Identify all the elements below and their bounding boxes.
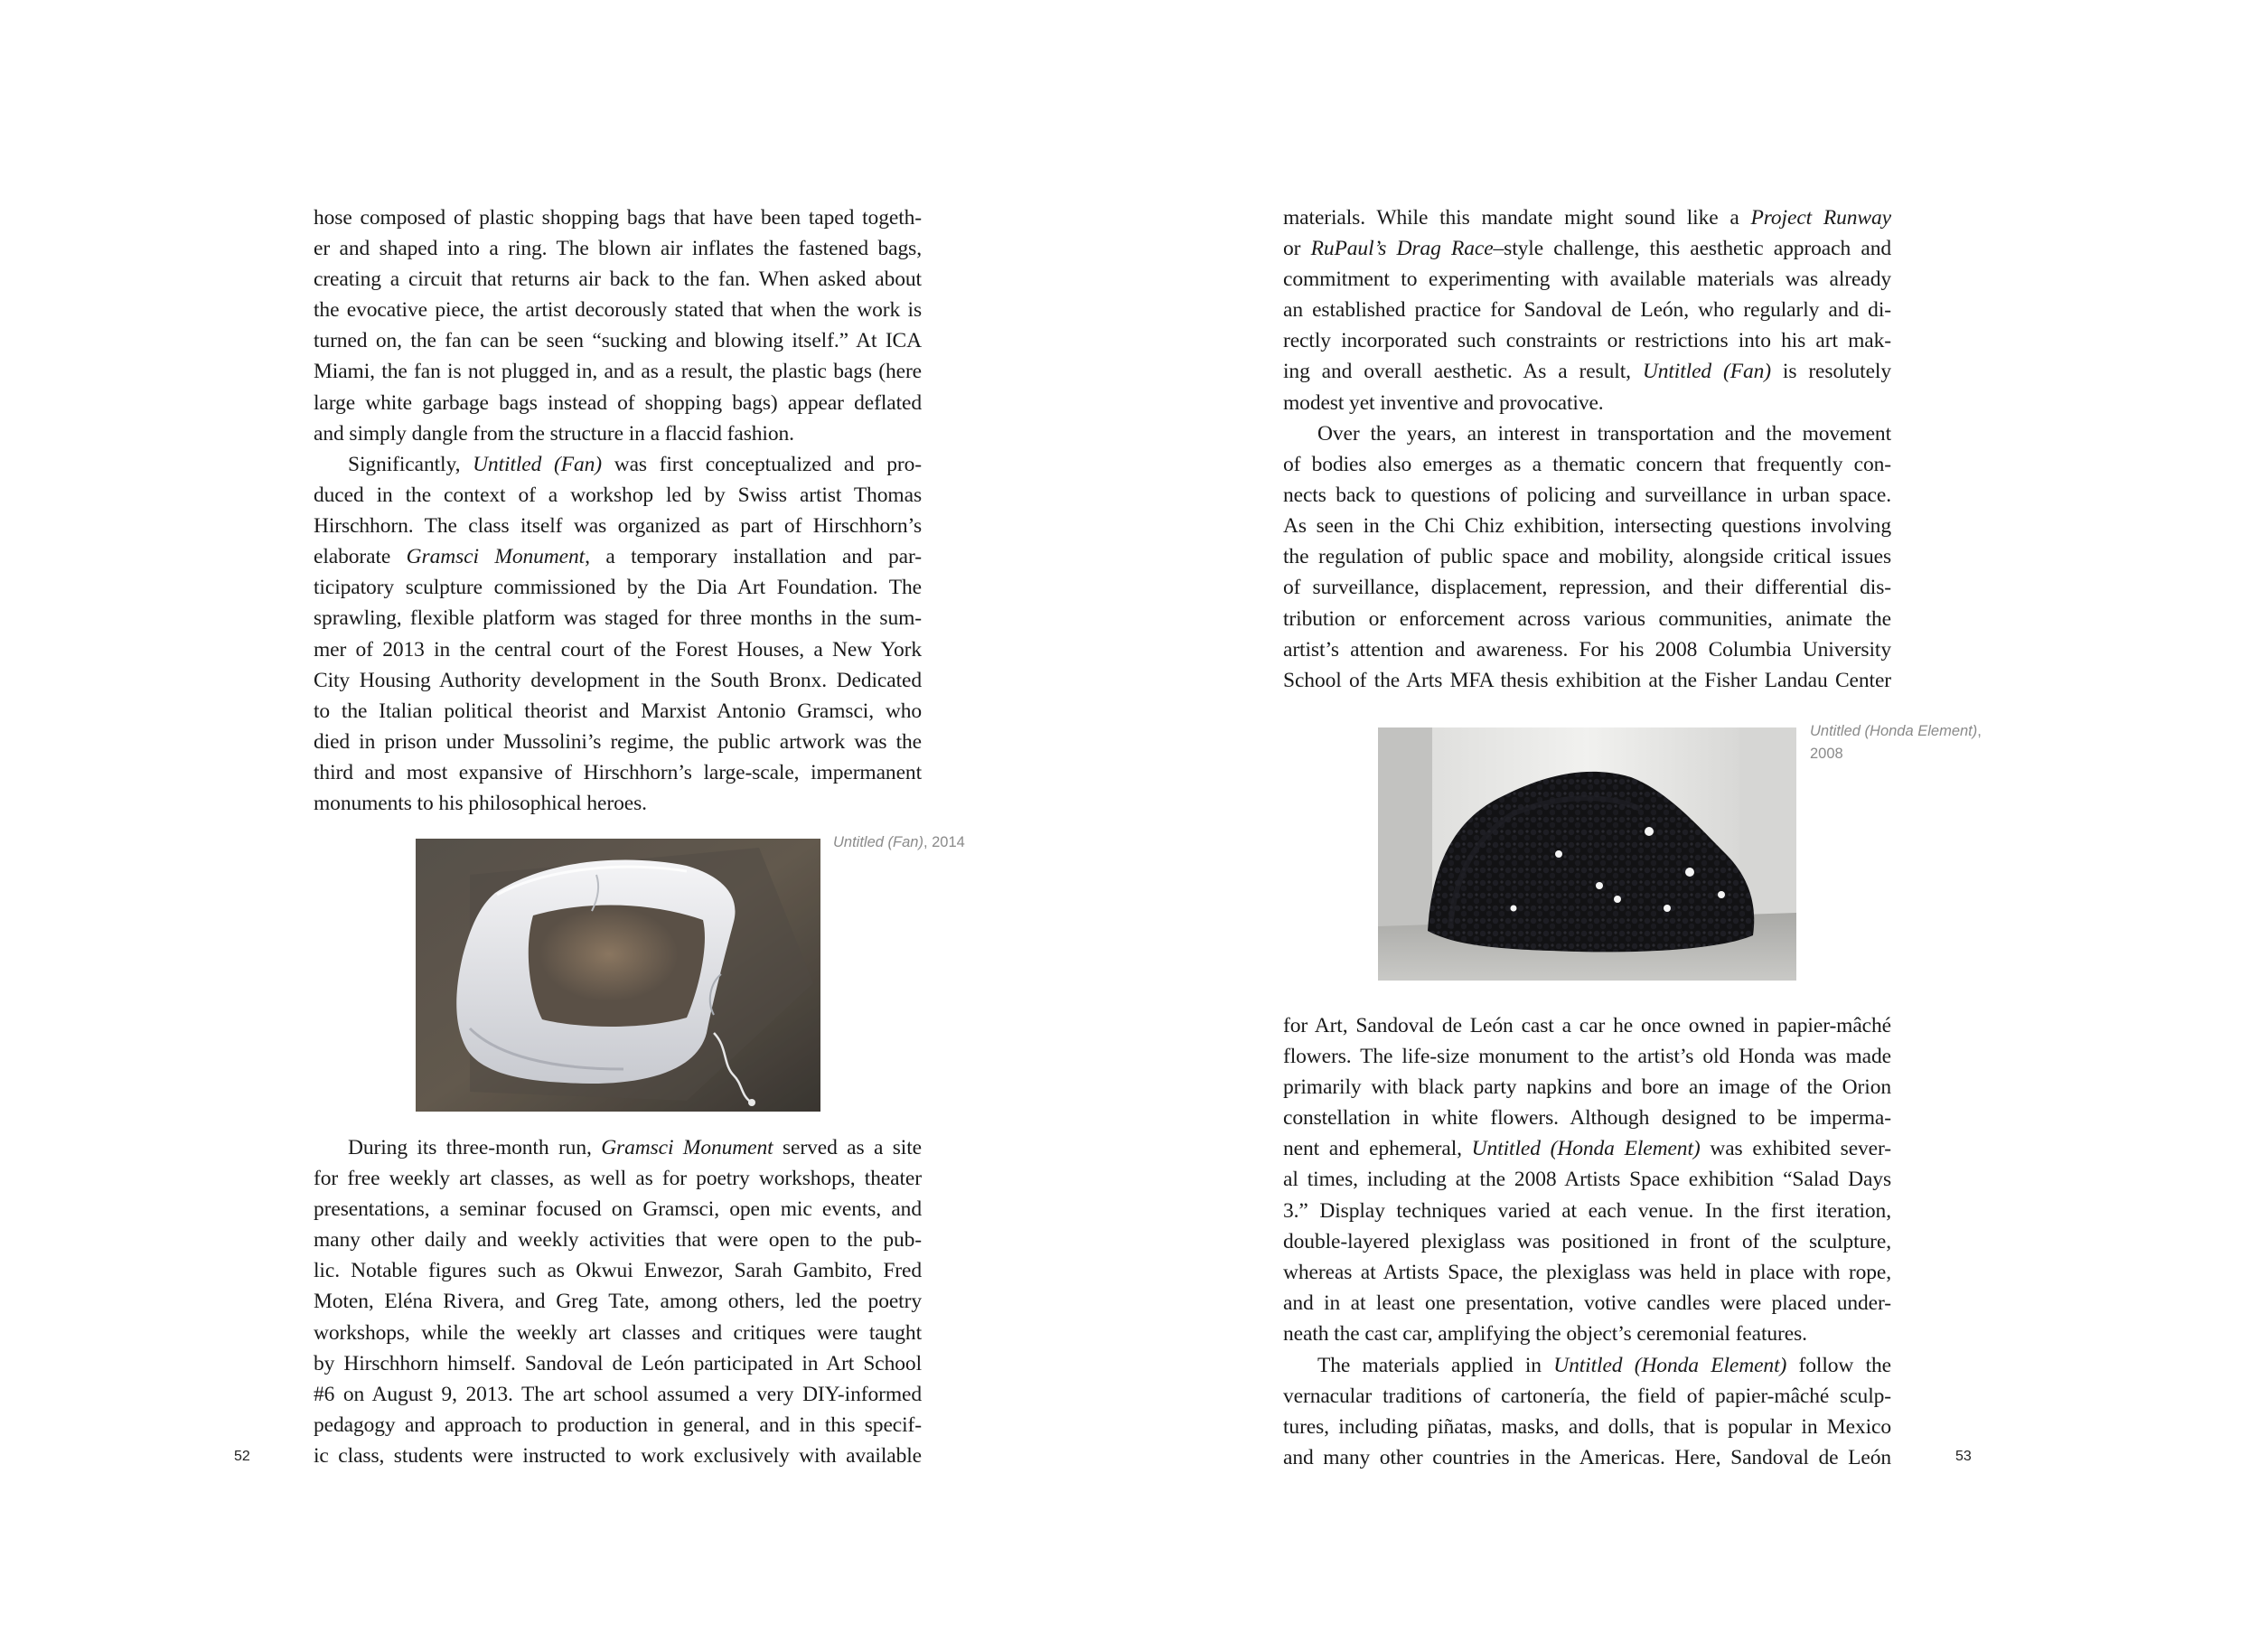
text-line bbox=[1283, 604, 1891, 634]
text-line bbox=[1283, 1288, 1891, 1319]
text-run: neath the cast car, amplifying the object’s ceremonial features. bbox=[1283, 1321, 1807, 1346]
text-line bbox=[1283, 1010, 1891, 1041]
fan-sculpture-image bbox=[416, 839, 820, 1112]
text-run: the regulation of public space and mobility, alongside critical issues bbox=[1283, 545, 1891, 569]
honda-element-photo bbox=[1378, 727, 1796, 981]
text-line bbox=[314, 264, 922, 295]
text-run: elaborate bbox=[314, 545, 407, 569]
text-run: of bodies also emerges as a thematic concern that frequently con- bbox=[1283, 453, 1891, 477]
text-line bbox=[1283, 1103, 1891, 1133]
right-page bbox=[1130, 0, 2259, 1652]
text-run: workshops, while the weekly art classes and critiques were taught bbox=[314, 1320, 922, 1345]
text-line bbox=[1283, 418, 1891, 449]
text-run: turned on, the fan can be seen “sucking and blowing itself.” At ICA bbox=[314, 329, 922, 353]
honda-caption-title: Untitled (Honda Element) bbox=[1810, 723, 1978, 739]
text-run: City Housing Authority development in the South Bronx. Dedicated bbox=[314, 668, 922, 692]
right-paragraph-4 bbox=[1283, 1350, 1891, 1473]
text-line bbox=[314, 1132, 922, 1163]
text-line bbox=[314, 233, 922, 264]
text-line bbox=[314, 572, 922, 603]
text-line bbox=[314, 511, 922, 541]
text-line bbox=[314, 356, 922, 387]
text-run: modest yet inventive and provocative. bbox=[1283, 390, 1604, 415]
text-line bbox=[1283, 295, 1891, 325]
text-line bbox=[1283, 1257, 1891, 1288]
text-run: for Art, Sandoval de León cast a car he once owned in papier-mâché bbox=[1283, 1014, 1891, 1037]
text-line bbox=[314, 696, 922, 727]
text-run: materials. While this mandate might sound like a bbox=[1283, 206, 1751, 230]
text-run: As seen in the Chi Chiz exhibition, intersecting questions involving bbox=[1283, 514, 1891, 539]
text-run: constellation in white flowers. Although designed to be imperma- bbox=[1283, 1106, 1891, 1131]
text-line bbox=[1283, 325, 1891, 356]
text-run: nects back to questions of policing and surveillance in urban space. bbox=[1283, 483, 1891, 508]
fan-caption bbox=[833, 831, 996, 854]
italic-title: Project Runway bbox=[1750, 206, 1891, 230]
text-line bbox=[314, 541, 922, 572]
text-run: an established practice for Sandoval de León, who regularly and di- bbox=[1283, 298, 1891, 323]
text-run: for free weekly art classes, as well as for poetry workshops, theater bbox=[314, 1167, 922, 1191]
left-page-number: 52 bbox=[234, 1449, 250, 1464]
text-line bbox=[1283, 1381, 1891, 1412]
text-run: School of the Arts MFA thesis exhibition at the Fisher Landau Center bbox=[1283, 668, 1891, 692]
italic-title: RuPaul’s Drag Race bbox=[1310, 237, 1494, 261]
text-line bbox=[1283, 480, 1891, 511]
text-run: hose composed of plastic shopping bags that have been taped togeth- bbox=[314, 206, 922, 230]
text-run: ing and overall aesthetic. As a result, bbox=[1283, 360, 1643, 384]
text-run: and many other countries in the Americas. Here, Sandoval de León bbox=[1283, 1446, 1891, 1470]
text-line bbox=[1283, 388, 1891, 418]
text-line bbox=[1283, 1072, 1891, 1103]
text-line bbox=[314, 1318, 922, 1348]
text-run: creating a circuit that returns air back to the fan. When asked about bbox=[314, 268, 922, 292]
text-run: and simply dangle from the structure in a flaccid fashion. bbox=[314, 421, 794, 446]
text-line bbox=[1283, 233, 1891, 264]
text-run: rectly incorporated such constraints or restrictions into his art mak- bbox=[1283, 329, 1891, 353]
left-paragraph-1 bbox=[314, 202, 922, 449]
text-run: and in at least one presentation, votive candles were placed under- bbox=[1283, 1291, 1891, 1315]
text-line bbox=[1283, 1133, 1891, 1164]
text-run: sprawling, flexible platform was staged for three months in the sum- bbox=[314, 606, 922, 631]
text-line bbox=[314, 202, 922, 233]
text-run: nent and ephemeral, bbox=[1283, 1137, 1472, 1161]
text-line bbox=[314, 1225, 922, 1255]
text-line bbox=[314, 727, 922, 757]
text-run: many other daily and weekly activities that were open to the pub- bbox=[314, 1228, 922, 1253]
text-run: 3.” Display techniques varied at each venue. In the first iteration, bbox=[1283, 1198, 1891, 1223]
honda-element-caption: Untitled (Honda Element), 2008 bbox=[1810, 723, 1982, 762]
text-line bbox=[314, 665, 922, 696]
text-run: vernacular traditions of cartonería, the field of papier-mâché sculp- bbox=[1283, 1384, 1891, 1409]
text-run: of surveillance, displacement, repression, and their differential dis- bbox=[1283, 576, 1891, 600]
text-line bbox=[1283, 264, 1891, 295]
text-run: was first conceptualized and pro- bbox=[602, 453, 922, 476]
text-run: third and most expansive of Hirschhorn’s large-scale, impermanent bbox=[314, 760, 922, 784]
text-line bbox=[1283, 511, 1891, 541]
text-line bbox=[1283, 572, 1891, 603]
italic-title: Untitled (Fan) bbox=[473, 453, 602, 476]
text-run: During its three-month run, bbox=[348, 1136, 602, 1159]
text-run: –style challenge, this aesthetic approach and bbox=[1493, 237, 1891, 261]
text-run: flowers. The life-size monument to the artist’s old Honda was made bbox=[1283, 1045, 1891, 1069]
text-line bbox=[1283, 1196, 1891, 1226]
text-line bbox=[314, 634, 922, 665]
text-run: primarily with black party napkins and bore an image of the Orion bbox=[1283, 1075, 1891, 1100]
text-run: whereas at Artists Space, the plexiglass was held in place with rope, bbox=[1283, 1260, 1891, 1284]
text-line bbox=[314, 1255, 922, 1286]
text-line bbox=[1283, 1412, 1891, 1442]
text-line bbox=[1283, 202, 1891, 233]
text-line bbox=[314, 1410, 922, 1441]
text-line bbox=[314, 325, 922, 356]
text-line bbox=[314, 603, 922, 634]
right-paragraph-3 bbox=[1283, 1010, 1891, 1349]
text-run: died in prison under Mussolini’s regime, the public artwork was the bbox=[314, 729, 922, 754]
right-paragraph-2 bbox=[1283, 418, 1891, 696]
text-run: by Hirschhorn himself. Sandoval de León participated in Art School bbox=[314, 1351, 922, 1375]
right-paragraph-1 bbox=[1283, 202, 1891, 418]
text-run: duced in the context of a workshop led by Swiss artist Thomas bbox=[314, 483, 922, 508]
honda-element-image bbox=[1378, 727, 1796, 981]
fan-caption-title: Untitled (Fan) bbox=[833, 834, 923, 850]
fan-caption-year: , 2014 bbox=[923, 834, 965, 850]
text-run: Significantly, bbox=[348, 453, 473, 476]
text-run: al times, including at the 2008 Artists Space exhibition “Salad Days bbox=[1283, 1168, 1891, 1192]
text-run: Miami, the fan is not plugged in, and as a result, the plastic bags (here bbox=[314, 360, 922, 384]
text-line bbox=[1283, 1041, 1891, 1072]
text-run: is resolutely bbox=[1770, 360, 1891, 384]
text-run: ticipatory sculpture commissioned by the Dia Art Foundation. The bbox=[314, 576, 922, 600]
text-run: double-layered plexiglass was positioned in front of the sculpture, bbox=[1283, 1229, 1891, 1253]
text-line bbox=[1283, 1164, 1891, 1195]
text-line bbox=[314, 295, 922, 325]
text-run: mer of 2013 in the central court of the Forest Houses, a New York bbox=[314, 637, 922, 662]
text-line bbox=[314, 1194, 922, 1225]
text-line bbox=[314, 1286, 922, 1317]
text-line bbox=[314, 449, 922, 480]
text-run: tures, including piñatas, masks, and dolls, that is popular in Mexico bbox=[1283, 1415, 1891, 1440]
text-run: follow the bbox=[1786, 1354, 1891, 1377]
honda-caption-year: 2008 bbox=[1810, 746, 1843, 762]
text-run: , a temporary installation and par- bbox=[585, 545, 922, 569]
text-run: pedagogy and approach to production in general, and in this specif- bbox=[314, 1413, 922, 1437]
text-run: was exhibited sever- bbox=[1700, 1137, 1891, 1161]
italic-title: Gramsci Monument bbox=[406, 545, 586, 569]
left-paragraph-2 bbox=[314, 449, 922, 819]
text-run: Hirschhorn. The class itself was organized as part of Hirschhorn’s bbox=[314, 514, 922, 539]
text-line bbox=[1283, 665, 1891, 696]
text-run: the evocative piece, the artist decorously stated that when the work is bbox=[314, 298, 922, 323]
text-run: tribution or enforcement across various communities, animate the bbox=[1283, 606, 1891, 631]
text-line bbox=[314, 1163, 922, 1194]
italic-title: Gramsci Monument bbox=[601, 1136, 773, 1159]
italic-title: Untitled (Honda Element) bbox=[1471, 1137, 1701, 1161]
text-line bbox=[314, 757, 922, 788]
text-run: lic. Notable figures such as Okwui Enwezor, Sarah Gambito, Fred bbox=[314, 1259, 922, 1283]
text-line bbox=[1283, 1442, 1891, 1473]
text-line bbox=[1283, 449, 1891, 480]
text-line bbox=[314, 1379, 922, 1410]
text-line bbox=[314, 388, 922, 418]
text-line bbox=[1283, 1350, 1891, 1381]
text-run: er and shaped into a ring. The blown air inflates the fastened bags, bbox=[314, 237, 922, 261]
text-line bbox=[1283, 1319, 1891, 1349]
text-line bbox=[314, 418, 922, 449]
text-line bbox=[314, 788, 922, 819]
text-run: presentations, a seminar focused on Gramsci, open mic events, and bbox=[314, 1197, 922, 1222]
italic-title: Untitled (Fan) bbox=[1642, 360, 1771, 384]
text-line bbox=[314, 1441, 922, 1471]
text-run: The materials applied in bbox=[1317, 1354, 1554, 1377]
text-line bbox=[314, 480, 922, 511]
fan-sculpture-photo bbox=[416, 839, 820, 1112]
left-paragraph-3 bbox=[314, 1132, 922, 1471]
text-run: or bbox=[1283, 237, 1311, 261]
text-run: large white garbage bags instead of shopping bags) appear deflated bbox=[314, 390, 922, 415]
text-line bbox=[1283, 634, 1891, 665]
text-line bbox=[1283, 1226, 1891, 1257]
text-run: ic class, students were instructed to work exclusively with available bbox=[314, 1443, 922, 1468]
text-run: Moten, Eléna Rivera, and Greg Tate, among others, led the poetry bbox=[314, 1290, 922, 1314]
text-run: artist’s attention and awareness. For his 2008 Columbia University bbox=[1283, 637, 1891, 662]
text-run: served as a site bbox=[773, 1136, 922, 1159]
text-line bbox=[1283, 541, 1891, 572]
text-run: #6 on August 9, 2013. The art school assumed a very DIY-informed bbox=[314, 1382, 922, 1406]
italic-title: Untitled (Honda Element) bbox=[1553, 1354, 1787, 1377]
text-run: commitment to experimenting with available materials was already bbox=[1283, 268, 1891, 292]
text-line bbox=[314, 1348, 922, 1379]
text-run: to the Italian political theorist and Marxist Antonio Gramsci, who bbox=[314, 699, 922, 723]
text-line bbox=[1283, 356, 1891, 387]
text-run: Over the years, an interest in transportation and the movement bbox=[1317, 422, 1891, 446]
text-run: monuments to his philosophical heroes. bbox=[314, 792, 647, 816]
right-page-number: 53 bbox=[1955, 1449, 1972, 1464]
